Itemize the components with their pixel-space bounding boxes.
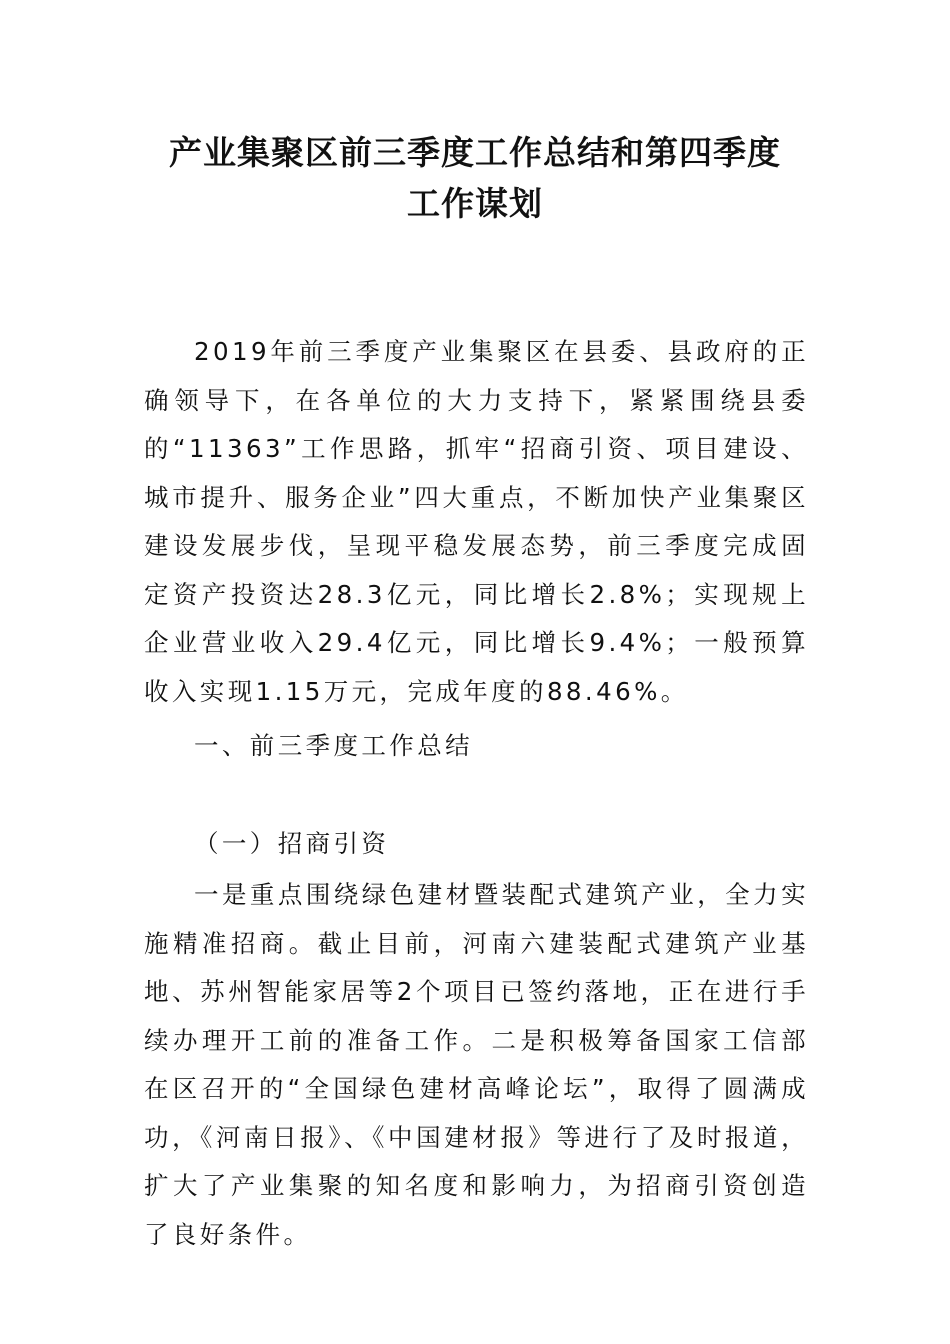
document-title-line-2: 工作谋划	[407, 184, 543, 223]
document-title-line-1: 产业集聚区前三季度工作总结和第四季度	[169, 133, 781, 172]
subsection-heading: （一）招商引资	[194, 829, 390, 858]
subsection-paragraph: 一是重点围绕绿色建材暨装配式建筑产业，全力实施精准招商。截止目前，河南六建装配式建筑产业基地、苏州智能家居等2个项目已签约落地，正在进行手续办理开工前的准备工作。二是积极筹备国家工信部在区召开的“全国绿色建材高峰论坛”，取得了圆满成功，《河南日报》、《中国建材报》等进行了及时报道，扩大了产业集聚的知名度和影响力，为招商引资创造了良好条件。	[144, 880, 809, 1249]
section-heading: 一、前三季度工作总结	[194, 731, 473, 760]
intro-paragraph: 2019年前三季度产业集聚区在县委、县政府的正确领导下，在各单位的大力支持下，紧紧围绕县委的“11363”工作思路，抓牢“招商引资、项目建设、城市提升、服务企业”四大重点，不断加快产业集聚区建设发展步伐，呈现平稳发展态势，前三季度完成固定资产投资达28.3亿元，同比增长2.8%；实现规上企业营业收入29.4亿元，同比增长9.4%；一般预算收入实现1.15万元，完成年度的88.46%。	[144, 337, 809, 706]
